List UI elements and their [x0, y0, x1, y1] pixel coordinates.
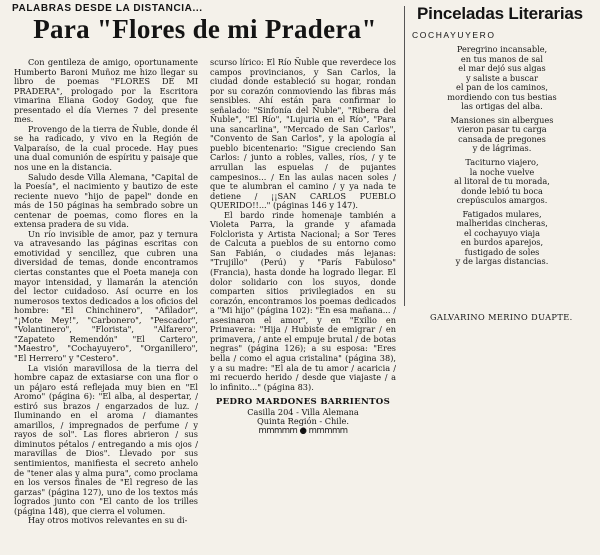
poem-line: y de lágrimas. — [472, 143, 532, 154]
poem-line: vieron pasar tu carga — [457, 124, 547, 135]
ornament: mmmmm ● mmmmm — [258, 425, 348, 436]
poem-line: malheridas cincheras, — [456, 218, 548, 229]
poem-line: cansada de pregones — [458, 133, 546, 144]
sidebar-title: Pinceladas Literarias — [417, 4, 583, 23]
paragraph: Hay otros motivos relevantes en su di- — [28, 515, 188, 526]
paragraph: El bardo rinde homenaje también a Violeta Parra, la grande y afamada Folclorista y Artista Nacional; a Sor Teres de Calcuta a pueblos de su entorno como San Fabián, o ciudades más lejanas: "Trujillo" (Perú) y "París Fabuloso" (Francia), hasta donde ha logrado llegar. El dolor solidario con los suyos, donde comparten sitios privilegiados en su corazón, encontramos los poemas dedicados a "Mi hijo" (página 102): "En esa mañana... / asesinaron el amor", y en "Exilio en Primavera: "Hija / Hubiste de emigrar / en primavera, / ante el empuje brutal / de botas negras" (página 126); a su esposa: "Eres bella / como el agua cristalina" (página 38), y a su madre: "El ala de tu amor / acaricia / mi recuerdo herido / desde que viajaste / a lo infinito..." (página 83). — [210, 209, 396, 392]
poem-stanza — [408, 45, 596, 112]
poem-line: las ortigas del alba. — [461, 101, 543, 112]
poem-line: Taciturno viajero, — [465, 157, 539, 168]
author-address: Casilla 204 - Villa Alemana — [247, 406, 359, 417]
poem-line: en tus manos de sal — [460, 53, 544, 64]
poem-line: el cochayuyo viaja — [464, 227, 540, 238]
poem-line: el mar dejó sus algas — [458, 63, 546, 74]
poem-line: y de largas distancias. — [455, 256, 549, 267]
paragraph: Provengo de la tierra de Ñuble, donde él se ha radicado, y vivo en la Región de Valparaíso, de la cual procede. Hay pues una dual comunión de espíritu y paisaje que nos une en la distancia. — [14, 123, 198, 173]
poem-line: al litoral de tu morada, — [454, 176, 550, 187]
article-column-2 — [210, 58, 396, 436]
poem-line: Mansiones sin albergues — [450, 114, 554, 125]
poem-line: en burdos aparejos, — [460, 237, 544, 248]
section-kicker: PALABRAS DESDE LA DISTANCIA... — [12, 3, 203, 14]
author-region: Quinta Región - Chile. — [257, 416, 349, 427]
author-signature: PEDRO MARDONES BARRIENTOS — [215, 397, 391, 408]
headline: Para "Flores de mi Pradera" — [33, 14, 377, 44]
poem-stanza — [408, 116, 596, 154]
paragraph: Saludo desde Villa Alemana, "Capital de la Poesía", el nacimiento y bautizo de este reciente nuevo "hijo de papel" donde en más de 150 páginas ha sembrado sobre un centenar de poemas, como flores en la extensa pradera de su vida. — [14, 171, 198, 230]
poem-line: crepúsculos amargos. — [456, 195, 548, 206]
paragraph: Con gentileza de amigo, oportunamente Humberto Baroni Muñoz me hizo llegar su libro de poemas "FLORES DE MI PRADERA", prologado por la Escritora vimarina Eliana Godoy Godoy, que fue presentado el día Viernes 7 del presente mes. — [14, 57, 198, 125]
paragraph: La visión maravillosa de la tierra del hombre capaz de extasiarse con una flor o un pájaro está reflejada muy bien en "El Aromo" (página 6): "El alba, al despertar, / estiró sus brazos / engarzados de luz. / Iluminando en el aroma / diamantes amarillos, / impregnados de perfume / y rayos de sol". Las flores abrieron / sus diminutos pétalos / entregando a mis ojos / maravillas de Dios". Llevado por sus sentimientos, manifiesta el secreto anhelo de "tener alas y alma pura", como proclama en los versos finales de "El regreso de las garzas" (página 127), uno de los textos más logrados junto con "El canto de los trilles (página 148), que cierra el volumen. — [14, 362, 198, 516]
poem-line: fustigado de soles — [464, 246, 540, 257]
poem-line: el pan de los caminos, — [456, 82, 548, 93]
poem — [408, 45, 596, 271]
poem-line: mordiendo con tus bestias — [447, 91, 557, 102]
paragraph: scurso lírico: El Río Ñuble que reverdece los campos provincianos, y San Carlos, la ciudad donde estableció su hogar, rondan por su corazón conmoviendo las fibras más sensibles. Ahí están para confirmar lo señalado: "Sinfonía del Ñuble", "Ribera del Ñuble", "El Río", "Lujuria en el Río", "Para una sancarlina", "Mercado de San Carlos", "Convento de San Carlos", y la apología al pueblo bicentenario: "Sigue creciendo San Carlos: / junto a robles, valles, ríos, / y te arrullan las espuelas / de pujantes campesinos... / En las aulas nacen soles / que te alumbran el camino / y ya nada te detiene / ¡¡SAN CARLOS PUEBLO QUERIDO!!..." (páginas 146 y 147). — [210, 57, 396, 211]
poem-author: GALVARINO MERINO DUAPTE. — [430, 312, 573, 322]
paragraph: Un río invisible de amor, paz y ternura va atravesando las páginas escritas con emotividad y sencillez, que cubren una diversidad de temas, donde encontramos ciertas constantes que el Poeta maneja con mayor intensidad, y llamarán la atención del lector cuidadoso. Así ocurre en los numerosos textos dedicados a los oficios del hombre: "El Chinchinero", "Afilador", "¡Mote Mey!", "Carbonero", "Pescador", "Volantinero", "Florista", "Alfarero", "Zapateto Remendón" "El Cartero", "Maestro", "Cochayuyero", "Organillero", "El Herrero" y "Cestero". — [14, 228, 198, 363]
poem-stanza — [408, 210, 596, 267]
article-column-1 — [14, 58, 198, 526]
poem-title: COCHAYUYERO — [412, 30, 496, 40]
column-divider — [404, 6, 405, 306]
poem-line: donde lebió tu boca — [461, 185, 543, 196]
poem-line: Fatigados mulares, — [462, 208, 542, 219]
poem-line: y saliste a buscar — [465, 72, 539, 83]
poem-line: la noche vuelve — [469, 166, 535, 177]
poem-stanza — [408, 158, 596, 206]
poem-line: Peregrino incansable, — [456, 44, 548, 54]
